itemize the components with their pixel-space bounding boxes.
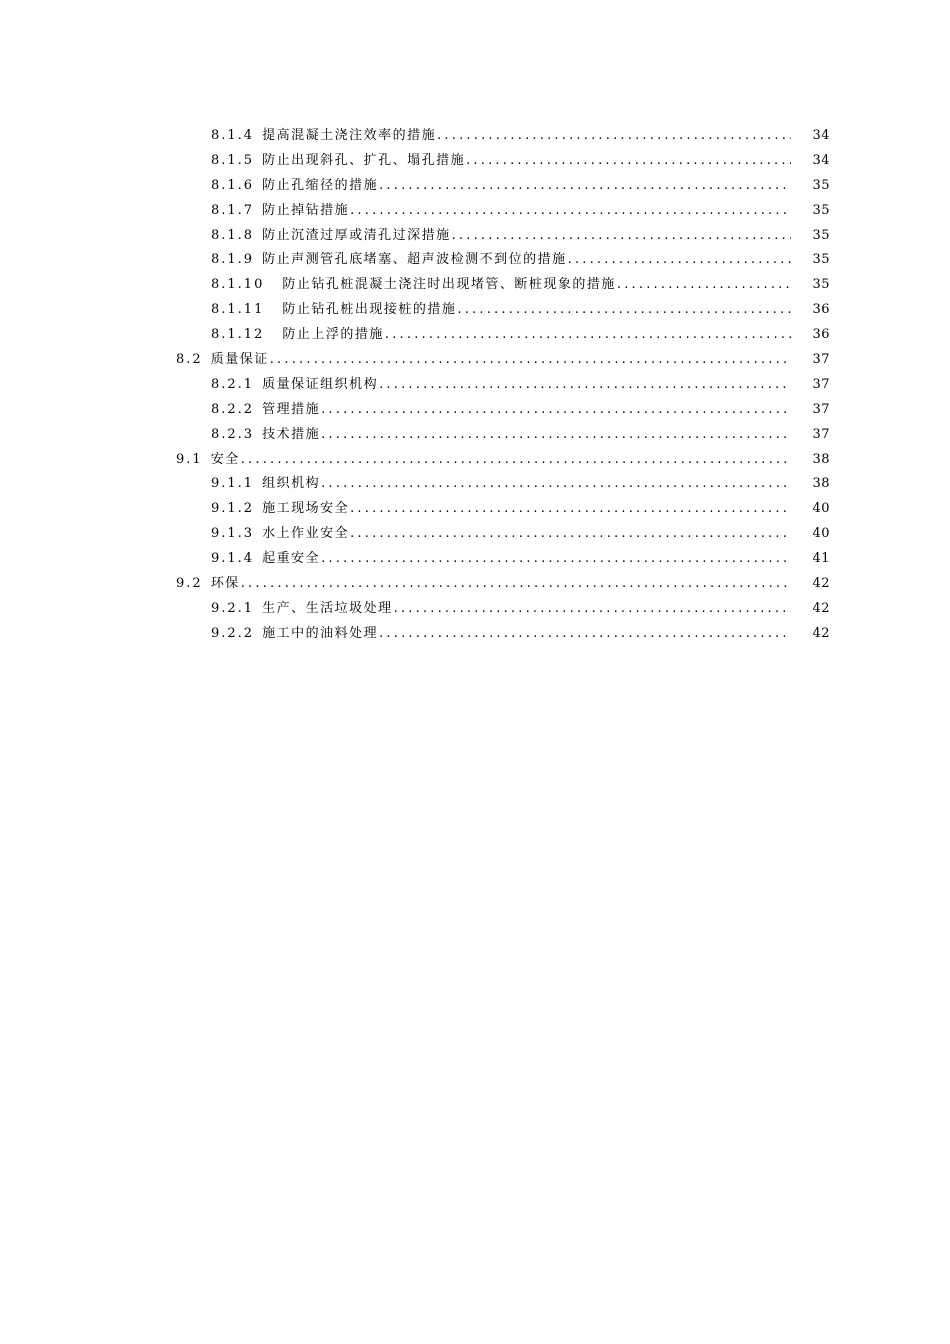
toc-entry-number: 8.2 (176, 352, 203, 368)
toc-entry-title: 水上作业安全 (262, 526, 350, 542)
toc-page-number: 37 (812, 426, 830, 442)
toc-dot-leader (350, 522, 791, 547)
toc-entry[interactable] (0, 174, 950, 199)
toc-entry-number: 8.1.10 (211, 277, 265, 293)
toc-entry-title: 防止出现斜孔、扩孔、塌孔措施 (262, 152, 466, 168)
toc-dot-leader (394, 597, 791, 622)
toc-entry-number: 8.1.9 (211, 252, 255, 268)
toc-entry-text (211, 472, 791, 497)
toc-entry[interactable] (0, 547, 950, 572)
toc-dot-leader (321, 547, 791, 572)
toc-dot-leader (321, 398, 791, 423)
toc-entry[interactable] (0, 622, 950, 647)
toc-entry-number: 9.1 (176, 451, 203, 467)
toc-page-number: 35 (812, 252, 830, 268)
toc-entry-number: 9.2 (176, 576, 203, 592)
toc-page-number: 42 (812, 625, 830, 641)
toc-dot-leader (241, 572, 791, 597)
toc-entry-number: 9.1.2 (211, 501, 255, 517)
toc-page-number: 40 (812, 501, 830, 517)
toc-dot-leader (385, 323, 791, 348)
toc-entry-title: 施工现场安全 (262, 501, 350, 517)
toc-entry-title: 防止孔缩径的措施 (262, 177, 379, 193)
toc-entry-title: 生产、生活垃圾处理 (262, 600, 393, 616)
toc-page-number: 35 (812, 227, 830, 243)
toc-dot-leader (379, 174, 791, 199)
toc-entry-title: 防止钻孔桩混凝土浇注时出现堵管、断桩现象的措施 (282, 277, 616, 293)
toc-page-number: 36 (812, 302, 830, 318)
toc-page-number: 35 (812, 177, 830, 193)
toc-entry-number: 8.2.2 (211, 401, 255, 417)
toc-entry-text (211, 199, 791, 224)
toc-dot-leader (466, 149, 791, 174)
toc-entry[interactable] (0, 572, 950, 597)
toc-entry[interactable] (0, 423, 950, 448)
toc-entry-title: 提高混凝土浇注效率的措施 (262, 128, 437, 143)
toc-entry-text (176, 572, 791, 597)
toc-entry-title: 防止掉钻措施 (262, 202, 350, 218)
toc-page-number: 34 (812, 127, 830, 143)
toc-dot-leader (379, 373, 791, 398)
toc-entry-title: 组织机构 (262, 476, 321, 492)
toc-page-number: 37 (812, 352, 830, 367)
toc-entry-number: 9.2.2 (211, 625, 255, 641)
table-of-contents (0, 124, 950, 647)
toc-dot-leader (321, 472, 791, 497)
toc-entry[interactable] (0, 124, 950, 149)
toc-dot-leader (568, 248, 791, 273)
toc-dot-leader (457, 298, 791, 323)
toc-entry-title: 安全 (210, 451, 240, 467)
toc-entry[interactable] (0, 398, 950, 423)
toc-dot-leader (452, 224, 791, 249)
toc-page-number: 34 (812, 152, 830, 168)
toc-entry[interactable] (0, 522, 950, 547)
toc-dot-leader (350, 199, 791, 224)
toc-entry-number: 8.2.3 (211, 426, 255, 442)
toc-entry-title: 管理措施 (262, 401, 321, 417)
toc-entry-title: 质量保证组织机构 (262, 376, 379, 392)
toc-entry-number: 9.1.4 (211, 551, 255, 567)
toc-entry-number: 8.2.1 (211, 376, 255, 392)
toc-entry-text (211, 398, 791, 423)
toc-entry[interactable] (0, 149, 950, 174)
toc-page-number: 37 (812, 376, 830, 392)
toc-page-number: 37 (812, 401, 830, 417)
toc-page-number: 41 (812, 551, 830, 567)
toc-entry-text (211, 547, 791, 572)
toc-entry-title: 防止钻孔桩出现接桩的措施 (282, 302, 457, 318)
toc-entry-number: 9.1.3 (211, 526, 255, 542)
toc-dot-leader (241, 448, 791, 473)
toc-entry-title: 环保 (210, 576, 240, 592)
toc-dot-leader (350, 497, 791, 522)
toc-entry-text (211, 622, 791, 647)
toc-entry-text (176, 448, 791, 473)
toc-entry-number: 8.1.4 (211, 128, 255, 143)
toc-dot-leader (437, 124, 791, 149)
toc-page-number: 38 (812, 476, 830, 492)
toc-entry-number: 8.1.12 (211, 327, 265, 343)
toc-entry[interactable] (0, 298, 950, 323)
toc-entry-title: 防止沉渣过厚或清孔过深措施 (262, 227, 451, 243)
toc-entry[interactable] (0, 273, 950, 298)
toc-entry-number: 8.1.8 (211, 227, 255, 243)
toc-page-number: 42 (812, 600, 830, 616)
toc-entry-number: 8.1.11 (211, 302, 265, 318)
toc-entry[interactable] (0, 248, 950, 273)
toc-entry[interactable] (0, 348, 950, 373)
toc-page-number: 35 (812, 277, 830, 293)
toc-page-number: 42 (812, 576, 830, 592)
toc-entry-number: 8.1.6 (211, 177, 255, 193)
toc-dot-leader (270, 348, 791, 373)
toc-entry-title: 防止上浮的措施 (282, 327, 384, 343)
toc-entry-text (211, 323, 791, 348)
toc-entry-number: 9.1.1 (211, 476, 255, 492)
toc-entry-text (211, 174, 791, 199)
toc-entry-number: 9.2.1 (211, 600, 255, 616)
toc-entry-number: 8.1.5 (211, 152, 255, 168)
toc-entry-text (211, 248, 791, 273)
toc-entry-text (211, 423, 791, 448)
toc-entry-text (211, 522, 791, 547)
toc-entry-title: 起重安全 (262, 551, 321, 567)
toc-entry[interactable] (0, 448, 950, 473)
toc-entry[interactable] (0, 497, 950, 522)
toc-entry-title: 技术措施 (262, 426, 321, 442)
toc-page-number: 38 (812, 451, 830, 467)
toc-dot-leader (321, 423, 791, 448)
toc-page-number: 35 (812, 202, 830, 218)
toc-entry[interactable] (0, 597, 950, 622)
toc-entry[interactable] (0, 224, 950, 249)
toc-entry-text (211, 273, 791, 298)
toc-entry-text (211, 149, 791, 174)
toc-entry-title: 质量保证 (210, 352, 269, 368)
toc-entry-text (211, 298, 791, 323)
toc-page-number: 36 (812, 327, 830, 343)
toc-page-number: 40 (812, 526, 830, 542)
toc-entry-text (176, 348, 791, 373)
toc-entry-title: 施工中的油料处理 (262, 625, 379, 641)
toc-entry-number: 8.1.7 (211, 202, 255, 218)
toc-dot-leader (617, 273, 791, 298)
toc-entry-text (211, 373, 791, 398)
toc-entry-text (211, 124, 791, 149)
toc-dot-leader (379, 622, 791, 647)
toc-entry[interactable] (0, 373, 950, 398)
toc-entry[interactable] (0, 323, 950, 348)
toc-entry[interactable] (0, 199, 950, 224)
toc-entry[interactable] (0, 472, 950, 497)
toc-entry-text (211, 497, 791, 522)
toc-entry-title: 防止声测管孔底堵塞、超声波检测不到位的措施 (262, 252, 567, 268)
toc-entry-text (211, 224, 791, 249)
toc-entry-text (211, 597, 791, 622)
